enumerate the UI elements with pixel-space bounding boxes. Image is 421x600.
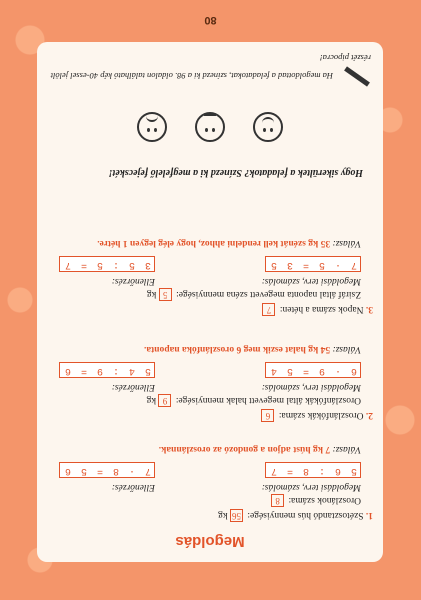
task3-answer-text: 35 kg szénát kell rendelni ahhoz, hogy elég legyen 1 hétre. [97, 238, 331, 248]
task2-line2-label: Oroszlánfókák által megevett halak mennyisége: [175, 395, 361, 405]
task2-plan: 6 · 9 = 5 4 [265, 362, 361, 378]
task1-check: 7 · 8 = 5 6 [59, 462, 155, 478]
task1-line1-unit: kg [218, 510, 228, 520]
task3-line2 [147, 288, 361, 301]
task1-answer-prefix: Válasz: [332, 444, 361, 454]
sad-face-icon[interactable] [137, 112, 167, 142]
task1-line2-value: 8 [271, 494, 284, 507]
task1-line1 [218, 509, 373, 522]
footer-text: Ha megoldottad a feladatokat, színezd ki a 98. oldalon található kép 40-essel jelölt részét piросra! [50, 53, 371, 81]
task2-line2-unit: kg [146, 395, 157, 405]
task3-number: 3. [365, 304, 373, 314]
task2-number: 2. [365, 410, 373, 420]
solution-card [37, 42, 383, 562]
faces-row [37, 107, 383, 142]
task3-line1-label: Napok száma a héten: [279, 304, 364, 314]
task3-line2-label: Zsiráf által naponta megevett széna mennyisége: [176, 289, 361, 299]
task1-line1-value: 56 [232, 511, 242, 521]
task1-check-label: Ellenőrzés: [111, 482, 155, 492]
task3-answer [97, 238, 361, 248]
task3-check-label: Ellenőrzés: [111, 276, 155, 286]
task2-line2 [147, 394, 361, 407]
task3-plan-label: Megoldási terv, számolás: [261, 276, 361, 286]
task2-answer-text: 54 kg halat eszik meg 6 oroszlánfóka naponta. [143, 344, 331, 354]
task1-plan: 5 6 : 8 = 7 [265, 462, 361, 478]
neutral-face-icon[interactable] [195, 112, 225, 142]
page-number: 80 [204, 14, 217, 26]
task2-line2-value: 9 [158, 394, 171, 407]
happy-face-icon[interactable] [253, 112, 283, 142]
task3-line2-value: 5 [159, 288, 172, 301]
task2-line1 [261, 409, 373, 422]
task1-line1-label: Szétosztandó hús mennyisége: [247, 510, 364, 520]
task3-line1 [263, 303, 374, 316]
task2-line1-label: Oroszlánfókák száma: [278, 410, 364, 420]
task1-plan-label: Megoldási terv, számolás: [261, 482, 361, 492]
task2-plan-label: Megoldási terv, számolás: [261, 382, 361, 392]
task1-line2-label: Oroszlánok száma: [288, 495, 361, 505]
task3-answer-prefix: Válasz: [332, 238, 361, 248]
task1-answer [159, 444, 361, 454]
pencil-icon [344, 67, 370, 87]
task1-line2 [271, 494, 361, 507]
task2-line1-value: 6 [261, 409, 274, 422]
task2-answer-prefix: Válasz: [332, 344, 361, 354]
task1-answer-text: 7 kg húst adjon a gondozó az oroszlánnak. [158, 444, 331, 454]
self-assessment-question: Hogy sikerültek a feladatok? Színezd ki a megfelelő fejecskét! [108, 167, 363, 178]
task3-line1-value: 7 [263, 303, 276, 316]
task3-plan: 7 · 5 = 3 5 [265, 256, 361, 272]
task2-check: 5 4 : 9 = 6 [59, 362, 155, 378]
task3-check: 3 5 : 5 = 7 [59, 256, 155, 272]
page-title: Megoldás [175, 533, 245, 550]
task3-line2-unit: kg [146, 289, 157, 299]
task2-answer [144, 344, 361, 354]
task1-number: 1. [365, 510, 373, 520]
footer-note [49, 50, 371, 86]
task2-check-label: Ellenőrzés: [111, 382, 155, 392]
